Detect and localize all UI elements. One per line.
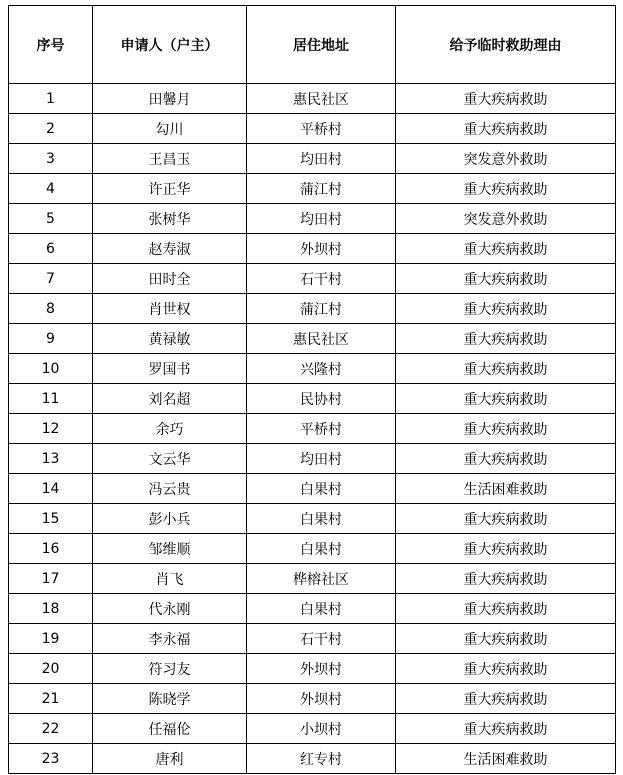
relief-table	[8, 5, 616, 774]
table-row	[9, 684, 616, 714]
cell-reason: 重大疾病救助	[396, 294, 616, 324]
cell-applicant: 黄禄敏	[93, 324, 247, 354]
cell-index: 4	[9, 174, 93, 204]
cell-reason: 重大疾病救助	[396, 714, 616, 744]
cell-applicant: 刘名超	[93, 384, 247, 414]
table-row	[9, 444, 616, 474]
cell-index: 5	[9, 204, 93, 234]
table-row	[9, 234, 616, 264]
cell-reason: 重大疾病救助	[396, 654, 616, 684]
cell-address: 白果村	[247, 594, 396, 624]
cell-reason: 重大疾病救助	[396, 414, 616, 444]
table-row	[9, 714, 616, 744]
cell-reason: 重大疾病救助	[396, 624, 616, 654]
cell-index: 15	[9, 504, 93, 534]
cell-index: 11	[9, 384, 93, 414]
cell-address: 均田村	[247, 144, 396, 174]
cell-reason: 突发意外救助	[396, 144, 616, 174]
cell-address: 石干村	[247, 264, 396, 294]
cell-applicant: 罗国书	[93, 354, 247, 384]
cell-reason: 突发意外救助	[396, 204, 616, 234]
header-row	[9, 6, 616, 84]
table-row	[9, 594, 616, 624]
cell-applicant: 彭小兵	[93, 504, 247, 534]
cell-index: 20	[9, 654, 93, 684]
table-row	[9, 474, 616, 504]
cell-reason: 重大疾病救助	[396, 174, 616, 204]
cell-address: 惠民社区	[247, 84, 396, 114]
table-body	[9, 84, 616, 774]
cell-applicant: 任福伦	[93, 714, 247, 744]
cell-index: 3	[9, 144, 93, 174]
cell-applicant: 邹维顺	[93, 534, 247, 564]
cell-reason: 生活困难救助	[396, 744, 616, 774]
cell-address: 白果村	[247, 474, 396, 504]
cell-address: 蒲江村	[247, 174, 396, 204]
table-row	[9, 414, 616, 444]
cell-index: 12	[9, 414, 93, 444]
cell-index: 22	[9, 714, 93, 744]
cell-address: 兴隆村	[247, 354, 396, 384]
cell-applicant: 肖世权	[93, 294, 247, 324]
cell-applicant: 勾川	[93, 114, 247, 144]
cell-applicant: 许正华	[93, 174, 247, 204]
cell-address: 平桥村	[247, 114, 396, 144]
cell-index: 18	[9, 594, 93, 624]
cell-applicant: 田馨月	[93, 84, 247, 114]
cell-index: 6	[9, 234, 93, 264]
cell-index: 23	[9, 744, 93, 774]
table-row	[9, 744, 616, 774]
cell-address: 惠民社区	[247, 324, 396, 354]
cell-applicant: 余巧	[93, 414, 247, 444]
header-reason: 给予临时救助理由	[396, 6, 616, 84]
header-address: 居住地址	[247, 6, 396, 84]
table-row	[9, 84, 616, 114]
cell-address: 蒲江村	[247, 294, 396, 324]
table-row	[9, 204, 616, 234]
cell-reason: 重大疾病救助	[396, 264, 616, 294]
cell-address: 外坝村	[247, 654, 396, 684]
cell-address: 桦榕社区	[247, 564, 396, 594]
cell-reason: 生活困难救助	[396, 474, 616, 504]
cell-applicant: 冯云贵	[93, 474, 247, 504]
cell-address: 石干村	[247, 624, 396, 654]
table-row	[9, 174, 616, 204]
cell-reason: 重大疾病救助	[396, 384, 616, 414]
cell-applicant: 肖飞	[93, 564, 247, 594]
header-index: 序号	[9, 6, 93, 84]
cell-applicant: 王昌玉	[93, 144, 247, 174]
table-row	[9, 534, 616, 564]
table-row	[9, 654, 616, 684]
cell-applicant: 符习友	[93, 654, 247, 684]
cell-reason: 重大疾病救助	[396, 234, 616, 264]
cell-reason: 重大疾病救助	[396, 84, 616, 114]
cell-reason: 重大疾病救助	[396, 354, 616, 384]
table-row	[9, 384, 616, 414]
cell-applicant: 李永福	[93, 624, 247, 654]
table-row	[9, 564, 616, 594]
table-row	[9, 504, 616, 534]
cell-index: 17	[9, 564, 93, 594]
cell-index: 21	[9, 684, 93, 714]
cell-address: 均田村	[247, 444, 396, 474]
cell-reason: 重大疾病救助	[396, 444, 616, 474]
cell-index: 7	[9, 264, 93, 294]
cell-address: 白果村	[247, 504, 396, 534]
table-row	[9, 144, 616, 174]
table-row	[9, 324, 616, 354]
cell-applicant: 赵寿淑	[93, 234, 247, 264]
cell-address: 白果村	[247, 534, 396, 564]
table-row	[9, 114, 616, 144]
cell-reason: 重大疾病救助	[396, 684, 616, 714]
cell-reason: 重大疾病救助	[396, 594, 616, 624]
cell-applicant: 文云华	[93, 444, 247, 474]
cell-applicant: 田时全	[93, 264, 247, 294]
cell-applicant: 唐利	[93, 744, 247, 774]
table-row	[9, 624, 616, 654]
cell-applicant: 代永刚	[93, 594, 247, 624]
cell-reason: 重大疾病救助	[396, 564, 616, 594]
cell-reason: 重大疾病救助	[396, 534, 616, 564]
header-applicant: 申请人（户主）	[93, 6, 247, 84]
cell-index: 10	[9, 354, 93, 384]
cell-address: 外坝村	[247, 234, 396, 264]
cell-address: 民协村	[247, 384, 396, 414]
table-header	[9, 6, 616, 84]
cell-address: 小坝村	[247, 714, 396, 744]
cell-applicant: 陈晓学	[93, 684, 247, 714]
table-row	[9, 354, 616, 384]
cell-address: 红专村	[247, 744, 396, 774]
cell-address: 均田村	[247, 204, 396, 234]
cell-index: 1	[9, 84, 93, 114]
cell-address: 平桥村	[247, 414, 396, 444]
cell-index: 14	[9, 474, 93, 504]
cell-index: 16	[9, 534, 93, 564]
table-row	[9, 264, 616, 294]
cell-index: 19	[9, 624, 93, 654]
relief-table-container	[8, 5, 615, 774]
table-row	[9, 294, 616, 324]
cell-applicant: 张树华	[93, 204, 247, 234]
cell-reason: 重大疾病救助	[396, 114, 616, 144]
cell-reason: 重大疾病救助	[396, 504, 616, 534]
cell-address: 外坝村	[247, 684, 396, 714]
cell-index: 8	[9, 294, 93, 324]
cell-index: 13	[9, 444, 93, 474]
cell-index: 2	[9, 114, 93, 144]
cell-index: 9	[9, 324, 93, 354]
cell-reason: 重大疾病救助	[396, 324, 616, 354]
